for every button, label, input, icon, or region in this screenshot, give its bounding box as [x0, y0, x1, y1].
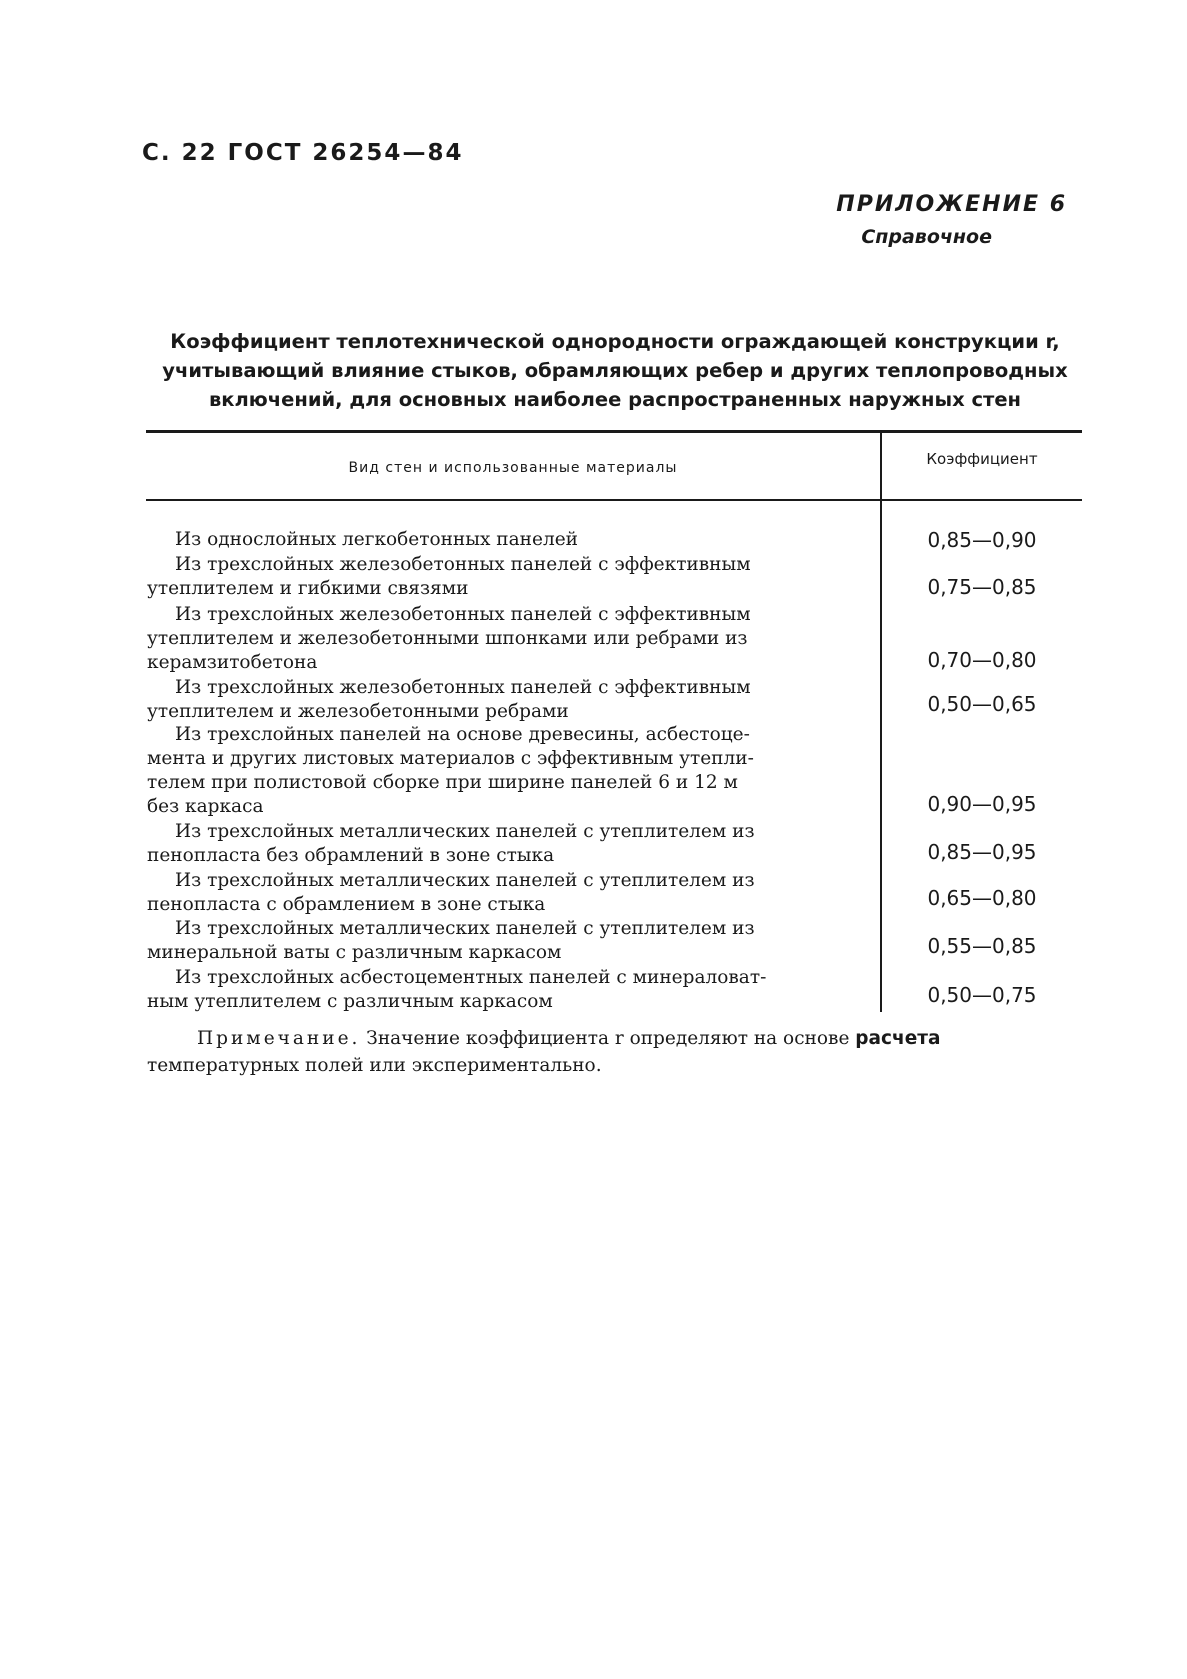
appendix-subtitle: Справочное: [861, 226, 992, 248]
row-text: мента и других листовых материалов с эффективным утепли-: [147, 748, 754, 769]
row-value: 0,65—0,80: [927, 886, 1037, 910]
table-header-rule: [146, 499, 1082, 501]
table-row-8: [147, 917, 867, 965]
row-value: 0,50—0,65: [927, 692, 1037, 716]
row-text: пенопласта с обрамлением в зоне стыка: [147, 894, 546, 915]
table-title: [150, 327, 1080, 414]
note-line: [147, 1025, 1082, 1052]
appendix-title: ПРИЛОЖЕНИЕ 6: [836, 192, 1067, 217]
table-row-1: [147, 528, 867, 552]
row-value: 0,85—0,95: [927, 840, 1037, 864]
row-text: телем при полистовой сборке при ширине панелей 6 и 12 м: [147, 772, 738, 793]
row-value: 0,50—0,75: [927, 983, 1037, 1007]
row-text: пенопласта без обрамлений в зоне стыка: [147, 845, 555, 866]
table-row-6: [147, 820, 867, 868]
note-text-bold: расчета: [855, 1028, 941, 1049]
row-text: Из однослойных легкобетонных панелей: [175, 529, 578, 550]
row-value: 0,70—0,80: [927, 648, 1037, 672]
table-title-line: Коэффициент теплотехнической однородности ограждающей конструкции r,: [170, 330, 1060, 353]
row-text: без каркаса: [147, 796, 264, 817]
table-top-rule: [146, 430, 1082, 433]
row-text: Из трехслойных железобетонных панелей с эффективным: [175, 677, 751, 698]
note-text-continued: температурных полей или экспериментально.: [147, 1055, 602, 1076]
table-row-5: [147, 723, 867, 819]
row-text: утеплителем и железобетонными шпонками или ребрами из: [147, 628, 748, 649]
note-text: Значение коэффициента r определяют на основе: [366, 1028, 850, 1049]
table-row-2: [147, 553, 867, 601]
table-note: [147, 1025, 1082, 1079]
page-header: С. 22 ГОСТ 26254—84: [142, 140, 464, 166]
row-text: утеплителем и железобетонными ребрами: [147, 701, 569, 722]
column-header-materials: Вид стен и использованные материалы: [348, 460, 678, 476]
row-text: керамзитобетона: [147, 652, 318, 673]
row-text: Из трехслойных асбестоцементных панелей с минераловат-: [175, 967, 767, 988]
table-row-3: [147, 603, 867, 675]
row-value: 0,55—0,85: [927, 934, 1037, 958]
row-text: Из трехслойных металлических панелей с утеплителем из: [175, 821, 755, 842]
table-row-4: [147, 676, 867, 724]
column-header-coefficient: Коэффициент: [926, 450, 1038, 468]
table-column-divider: [880, 430, 882, 1012]
table-row-7: [147, 869, 867, 917]
row-value: 0,90—0,95: [927, 792, 1037, 816]
row-text: ным утеплителем с различным каркасом: [147, 991, 553, 1012]
row-text: Из трехслойных металлических панелей с утеплителем из: [175, 870, 755, 891]
table-title-line: включений, для основных наиболее распространенных наружных стен: [208, 388, 1022, 411]
table-row-9: [147, 966, 867, 1014]
row-value: 0,75—0,85: [927, 575, 1037, 599]
row-text: минеральной ваты с различным каркасом: [147, 942, 562, 963]
row-text: Из трехслойных панелей на основе древесины, асбестоце-: [175, 724, 750, 745]
row-text: утеплителем и гибкими связями: [147, 578, 469, 599]
table-title-line: учитывающий влияние стыков, обрамляющих ребер и других теплопроводных: [162, 359, 1068, 382]
row-value: 0,85—0,90: [927, 528, 1037, 552]
row-text: Из трехслойных металлических панелей с утеплителем из: [175, 918, 755, 939]
row-text: Из трехслойных железобетонных панелей с эффективным: [175, 554, 751, 575]
note-label: Примечание.: [197, 1028, 361, 1049]
row-text: Из трехслойных железобетонных панелей с эффективным: [175, 604, 751, 625]
